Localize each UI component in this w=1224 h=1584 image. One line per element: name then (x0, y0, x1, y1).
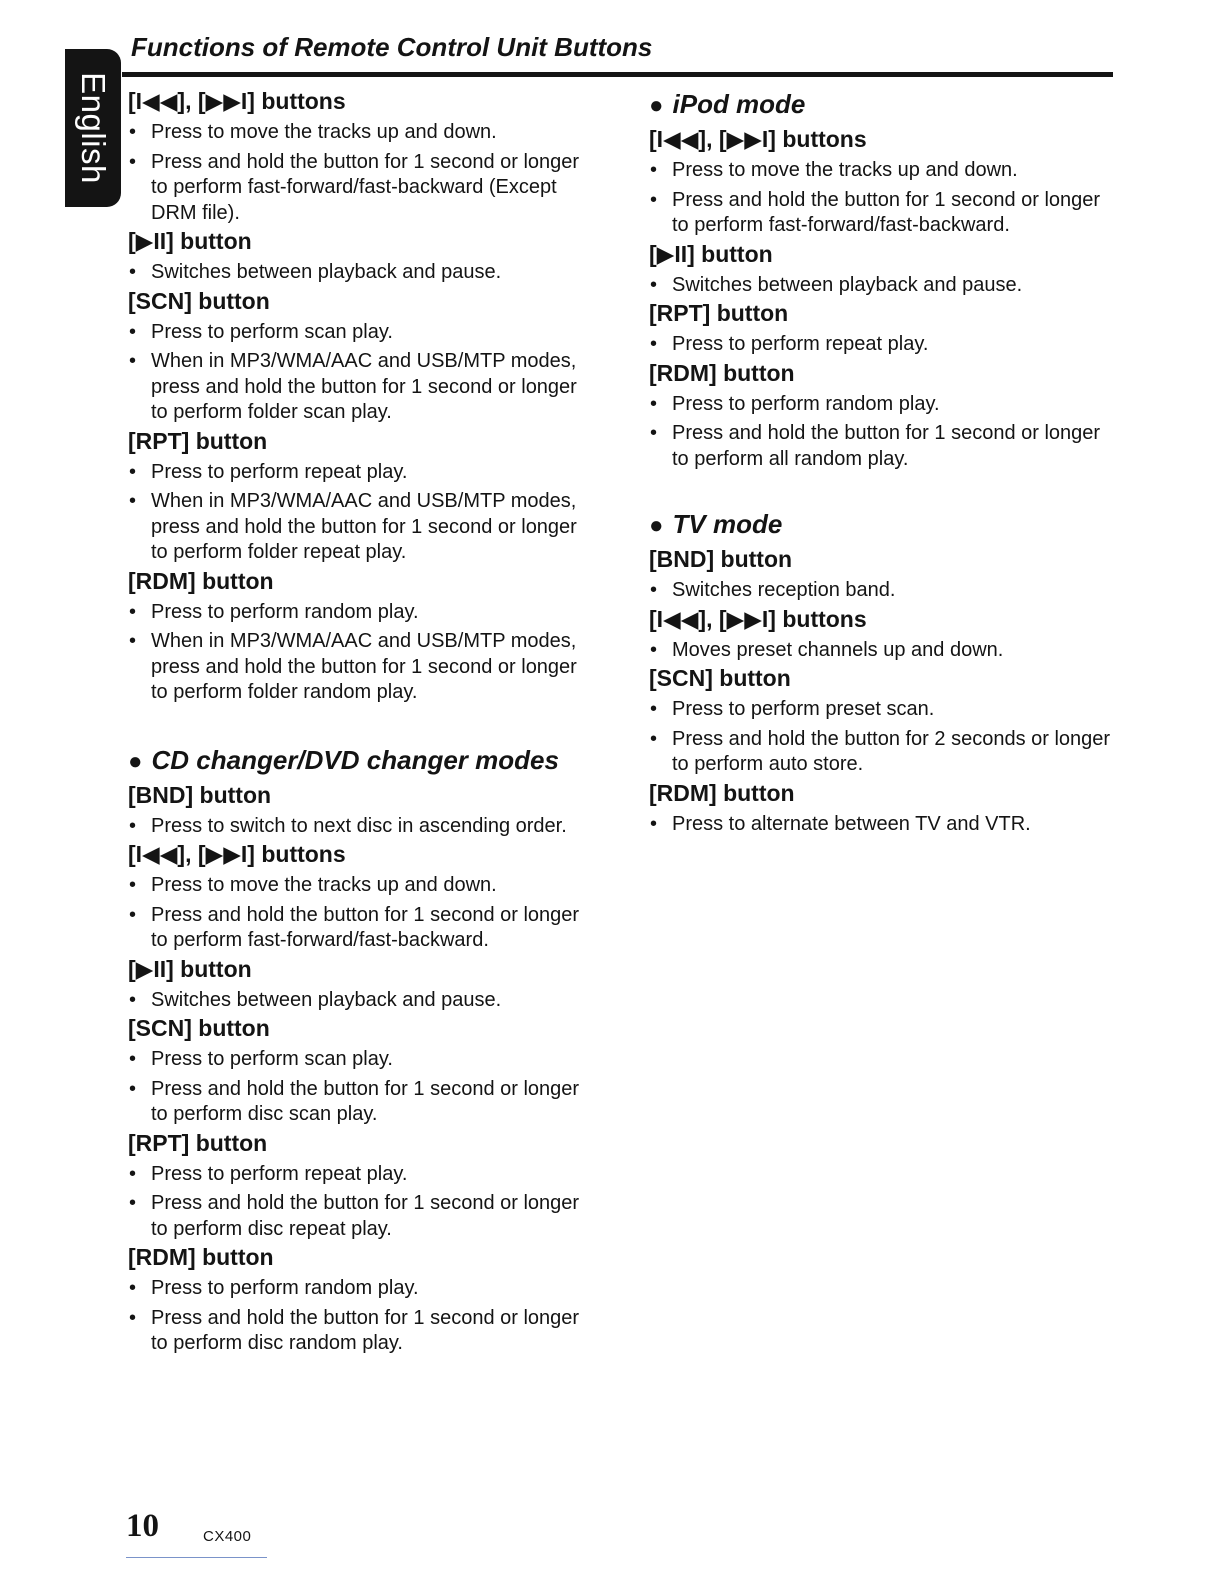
bullet-item: • Press to perform random play. (649, 392, 1119, 418)
button-section-heading: [SCN] button (649, 665, 791, 691)
button-section-heading: [BND] button (649, 546, 793, 572)
model-name: CX400 (203, 1528, 252, 1545)
button-section-heading: [RDM] button (128, 1244, 274, 1270)
bullet-item: • When in MP3/WMA/AAC and USB/MTP modes, press and hold the button for 1 second or longer to perform folder repeat play. (128, 489, 598, 566)
bullet-item: • When in MP3/WMA/AAC and USB/MTP modes, press and hold the button for 1 second or longer to perform folder random play. (128, 629, 598, 706)
bullet-list (649, 273, 1119, 299)
page-number: 10 (126, 1508, 159, 1544)
language-tab (65, 49, 121, 207)
button-section-heading: [▶II] button (649, 240, 773, 267)
bullet-list (649, 638, 1119, 664)
right-column (649, 86, 1119, 837)
footer-divider (126, 1557, 267, 1558)
bullet-item: • Press and hold the button for 1 second or longer to perform all random play. (649, 421, 1119, 472)
bullet-item: • Press to perform repeat play. (128, 1162, 598, 1188)
bullet-item: • Press to move the tracks up and down. (128, 120, 598, 146)
bullet-list (649, 697, 1119, 778)
left-column (128, 86, 598, 1357)
spacer (649, 472, 1119, 506)
bullet-list (128, 260, 598, 286)
bullet-list (649, 578, 1119, 604)
bullet-list (649, 392, 1119, 473)
bullet-item: • Press and hold the button for 1 second or longer to perform disc random play. (128, 1306, 598, 1357)
bullet-item: • Press to perform scan play. (128, 320, 598, 346)
bullet-list (128, 1276, 598, 1357)
bullet-item: • Moves preset channels up and down. (649, 638, 1119, 664)
bullet-item: • Press to move the tracks up and down. (128, 873, 598, 899)
bullet-item: • Press and hold the button for 1 second or longer to perform disc repeat play. (128, 1191, 598, 1242)
bullet-list (128, 320, 598, 426)
button-section-heading: [RDM] button (649, 359, 795, 386)
button-section-heading: [SCN] button (128, 1015, 270, 1041)
ipod-mode-title: iPod mode (672, 89, 806, 119)
bullet-item: • Press to switch to next disc in ascending order. (128, 814, 598, 840)
bullet-item: • Press and hold the button for 1 second or longer to perform disc scan play. (128, 1077, 598, 1128)
button-section-heading: [RDM] button (128, 567, 274, 594)
bullet-list (649, 332, 1119, 358)
bullet-list (128, 1162, 598, 1243)
page-title: Functions of Remote Control Unit Buttons (131, 32, 653, 62)
ipod-buttons-group (649, 124, 1119, 472)
button-section-heading: [I◀◀], [▶▶I] buttons (128, 841, 346, 867)
cd-changer-mode-title: CD changer/DVD changer modes (151, 744, 559, 775)
button-section-heading: [▶II] button (128, 228, 252, 254)
button-section-heading: [I◀◀], [▶▶I] buttons (649, 605, 867, 632)
general-buttons-group (128, 86, 598, 706)
bullet-list (128, 460, 598, 566)
button-section-heading: [BND] button (128, 781, 272, 808)
title-divider (122, 72, 1113, 77)
bullet-item: • Press to perform preset scan. (649, 697, 1119, 723)
bullet-list (649, 158, 1119, 239)
bullet-list (128, 600, 598, 706)
button-section-heading: [▶II] button (128, 955, 252, 982)
tv-buttons-group (649, 544, 1119, 837)
button-section-heading: [RPT] button (128, 427, 268, 454)
bullet-item: • Press to perform random play. (128, 1276, 598, 1302)
bullet-item: • Press to move the tracks up and down. (649, 158, 1119, 184)
cd-changer-buttons-group (128, 780, 598, 1357)
bullet-list (128, 988, 598, 1014)
bullet-item: • Switches reception band. (649, 578, 1119, 604)
button-section-heading: [I◀◀], [▶▶I] buttons (649, 126, 867, 152)
tv-mode-title: TV mode (672, 509, 783, 539)
bullet-list (128, 120, 598, 226)
button-section-heading: [RDM] button (649, 779, 795, 806)
button-section-heading: [RPT] button (649, 300, 789, 326)
bullet-item: • Press to perform repeat play. (649, 332, 1119, 358)
language-tab-label: English (75, 72, 112, 184)
bullet-item: • Press to perform repeat play. (128, 460, 598, 486)
ipod-mode-heading: ● iPod mode (649, 89, 806, 119)
bullet-list (128, 873, 598, 954)
bullet-list (649, 812, 1119, 838)
bullet-item: • Press to perform random play. (128, 600, 598, 626)
cd-changer-mode-heading: ● CD changer/DVD changer modes (128, 744, 559, 775)
bullet-item: • Press and hold the button for 1 second or longer to perform fast-forward/fast-backward. (649, 188, 1119, 239)
bullet-item: • Press to perform scan play. (128, 1047, 598, 1073)
bullet-item: • Switches between playback and pause. (128, 988, 598, 1014)
button-section-heading: [RPT] button (128, 1129, 268, 1156)
bullet-item: • Switches between playback and pause. (649, 273, 1119, 299)
button-section-heading: [SCN] button (128, 287, 270, 314)
bullet-item: • When in MP3/WMA/AAC and USB/MTP modes, press and hold the button for 1 second or longer to perform folder scan play. (128, 349, 598, 426)
bullet-item: • Press and hold the button for 1 second or longer to perform fast-forward/fast-backward. (128, 903, 598, 954)
bullet-item: • Press to alternate between TV and VTR. (649, 812, 1119, 838)
bullet-item: • Press and hold the button for 1 second or longer to perform fast-forward/fast-backward (Except DRM file). (128, 150, 598, 227)
bullet-item: • Press and hold the button for 2 seconds or longer to perform auto store. (649, 727, 1119, 778)
tv-mode-heading: ● TV mode (649, 509, 783, 539)
button-section-heading: [I◀◀], [▶▶I] buttons (128, 88, 346, 114)
spacer (128, 706, 598, 742)
bullet-list (128, 814, 598, 840)
bullet-item: • Switches between playback and pause. (128, 260, 598, 286)
bullet-list (128, 1047, 598, 1128)
